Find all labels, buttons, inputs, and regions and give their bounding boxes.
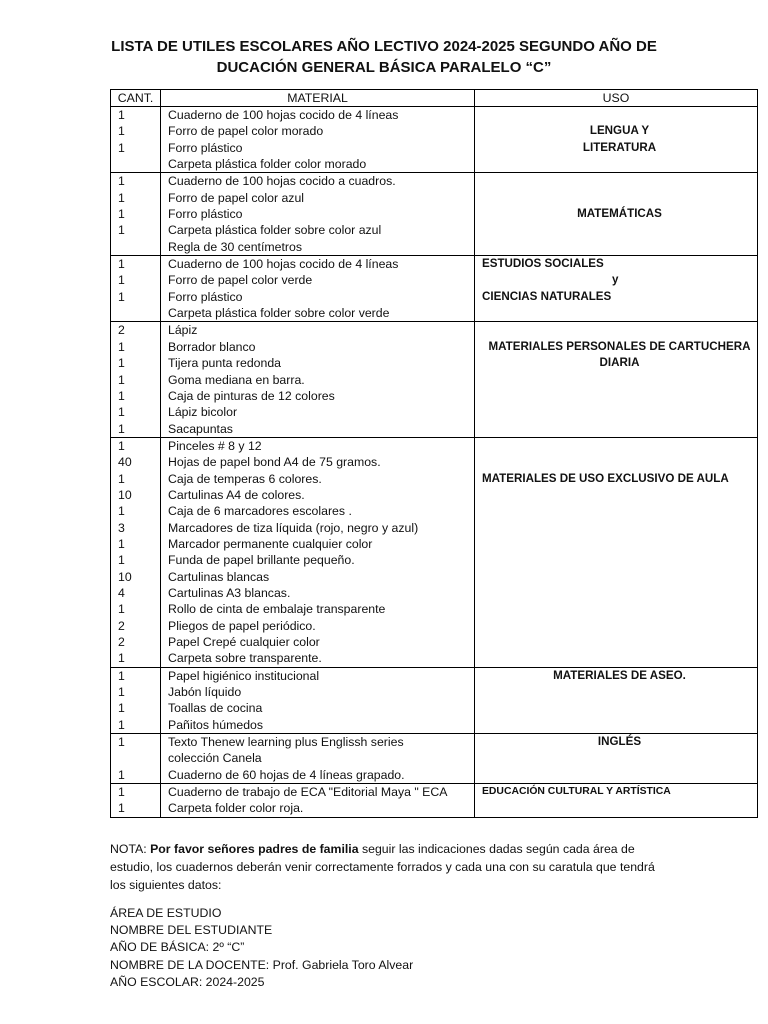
subject-cell [475, 173, 758, 256]
material-item: Lápiz bicolor [168, 405, 238, 420]
material-item: Cuaderno de 100 hojas cocido de 4 líneas [168, 108, 399, 122]
subject-label: DIARIA [599, 356, 640, 370]
quantity-cell [111, 256, 161, 322]
quantity-value: 1 [118, 421, 125, 436]
table-row [111, 667, 758, 733]
material-item: Texto Thenew learning plus Englissh series [168, 735, 404, 750]
table-row [111, 734, 758, 784]
material-item: Jabón líquido [168, 685, 242, 700]
material-item: Goma mediana en barra. [168, 372, 305, 387]
quantity-cell [111, 173, 161, 256]
table-row [111, 107, 758, 173]
table-row [111, 173, 758, 256]
table-row [111, 784, 758, 818]
quantity-value: 1 [118, 553, 125, 568]
subject-cell [475, 256, 758, 322]
cover-fields-list [110, 905, 670, 991]
material-item: Hojas de papel bond A4 de 75 gramos. [168, 455, 381, 470]
subject-cell [475, 734, 758, 784]
quantity-value: 1 [118, 717, 125, 732]
material-item: Pañitos húmedos [168, 717, 264, 732]
quantity-value: 2 [118, 635, 125, 649]
subject-label: CIENCIAS NATURALES [482, 289, 612, 303]
material-item: Cartulinas A4 de colores. [168, 487, 305, 502]
quantity-value: 1 [118, 785, 125, 800]
quantity-value: 1 [118, 339, 125, 354]
supplies-table [110, 89, 758, 818]
material-item: Carpeta plástica folder sobre color azul [168, 223, 382, 238]
material-cell [161, 173, 475, 256]
quantity-value: 1 [118, 701, 125, 716]
material-item: Forro de papel color morado [168, 124, 324, 139]
material-item: Pliegos de papel periódico. [168, 618, 316, 633]
quantity-value: 1 [118, 651, 125, 666]
material-item: Forro plástico [168, 207, 243, 222]
material-item: Papel higiénico institucional [168, 668, 320, 683]
quantity-value: 2 [118, 323, 125, 338]
material-item: Papel Crepé cualquier color [168, 635, 320, 649]
quantity-value: 1 [118, 405, 125, 420]
quantity-value [118, 750, 160, 766]
subject-label: EDUCACIÓN CULTURAL Y ARTÍSTICA [482, 786, 671, 798]
material-item: Carpeta plástica folder color morado [168, 157, 367, 172]
quantity-value [118, 305, 160, 321]
material-item: Regla de 30 centímetros [168, 239, 302, 254]
quantity-value: 10 [118, 569, 132, 584]
header-uso: USO [475, 90, 758, 107]
material-item: Caja de 6 marcadores escolares . [168, 504, 352, 519]
quantity-value: 3 [118, 520, 125, 535]
quantity-cell [111, 784, 161, 818]
table-row [111, 437, 758, 667]
quantity-value: 1 [118, 471, 125, 486]
material-item: Cartulinas A3 blancas. [168, 585, 291, 600]
cover-field: AÑO ESCOLAR: 2024-2025 [110, 974, 265, 989]
subject-label: LITERATURA [582, 140, 657, 154]
note-paragraph [110, 840, 670, 894]
subject-label: MATERIALES PERSONALES DE CARTUCHERA [488, 339, 751, 353]
note-prefix: NOTA: [110, 842, 151, 856]
quantity-cell [111, 107, 161, 173]
note-text: seguir las indicaciones dadas según cada área de estudio, los cuadernos deberán venir correctamente forrados y cada una con su caratula que tendrá los siguientes datos: [110, 842, 655, 892]
subject-cell [475, 784, 758, 818]
material-item: Funda de papel brillante pequeño. [168, 553, 355, 568]
material-item: Toallas de cocina [168, 701, 263, 716]
material-cell [161, 437, 475, 667]
quantity-value: 1 [118, 735, 125, 750]
material-item: Cuaderno de 100 hojas cocido de 4 líneas [168, 257, 399, 272]
title-line-1: LISTA DE UTILES ESCOLARES AÑO LECTIVO 2024-2025 SEGUNDO AÑO DE [111, 38, 657, 55]
material-item: Tijera punta redonda [168, 356, 282, 371]
material-item: Forro de papel color azul [168, 190, 305, 205]
subject-cell [475, 107, 758, 173]
material-item: Forro de papel color verde [168, 273, 313, 288]
material-item: Carpeta plástica folder sobre color verde [168, 306, 390, 321]
material-item: Forro plástico [168, 140, 243, 155]
subject-label: INGLÉS [597, 735, 642, 749]
quantity-cell [111, 667, 161, 733]
quantity-value: 1 [118, 289, 125, 304]
header-cant: CANT. [111, 90, 161, 107]
material-item: Forro plástico [168, 289, 243, 304]
quantity-value: 1 [118, 223, 125, 238]
quantity-value: 1 [118, 108, 125, 122]
quantity-value: 1 [118, 801, 125, 816]
quantity-value: 1 [118, 767, 125, 782]
material-item: Marcadores de tiza líquida (rojo, negro y azul) [168, 520, 419, 535]
material-item: Cartulinas blancas [168, 569, 270, 584]
subject-label: MATERIALES DE ASEO. [553, 668, 686, 682]
material-item: Rollo de cinta de embalaje transparente [168, 602, 386, 617]
quantity-value: 1 [118, 504, 125, 519]
quantity-value: 10 [118, 487, 132, 502]
material-cell [161, 107, 475, 173]
material-item: Caja de pinturas de 12 colores [168, 388, 335, 403]
quantity-value: 1 [118, 140, 125, 155]
subject-label: MATEMÁTICAS [577, 207, 662, 221]
subject-label: LENGUA Y [589, 124, 650, 138]
quantity-cell [111, 734, 161, 784]
table-header-row [111, 90, 758, 107]
quantity-value [118, 156, 160, 172]
material-item: colección Canela [168, 751, 262, 766]
material-item: Carpeta sobre transparente. [168, 651, 322, 666]
table-body [111, 107, 758, 818]
subject-label: y [612, 273, 619, 287]
quantity-value: 1 [118, 668, 125, 683]
material-cell [161, 322, 475, 437]
material-cell [161, 667, 475, 733]
material-item: Borrador blanco [168, 339, 256, 354]
cover-field: NOMBRE DEL ESTUDIANTE [110, 923, 273, 938]
header-material: MATERIAL [161, 90, 475, 107]
quantity-value: 4 [118, 585, 125, 600]
quantity-value: 1 [118, 438, 125, 453]
note-bold: Por favor señores padres de familia [150, 842, 359, 856]
subject-label: MATERIALES DE USO EXCLUSIVO DE AULA [482, 471, 729, 485]
quantity-cell [111, 322, 161, 437]
quantity-value: 1 [118, 257, 125, 272]
subject-cell [475, 322, 758, 437]
quantity-value: 1 [118, 207, 125, 222]
material-item: Cuaderno de 100 hojas cocido a cuadros. [168, 174, 396, 189]
subject-cell [475, 437, 758, 667]
quantity-value: 1 [118, 273, 125, 288]
title-line-2: DUCACIÓN GENERAL BÁSICA PARALELO “C” [216, 59, 552, 76]
cover-field: AÑO DE BÁSICA: 2º “C” [110, 940, 245, 955]
quantity-value: 1 [118, 190, 125, 205]
table-row [111, 256, 758, 322]
cover-field: ÁREA DE ESTUDIO [110, 906, 222, 920]
quantity-value: 1 [118, 536, 125, 551]
quantity-value: 1 [118, 685, 125, 700]
cover-field: NOMBRE DE LA DOCENTE: Prof. Gabriela Toro Alvear [110, 957, 414, 972]
material-item: Caja de temperas 6 colores. [168, 471, 322, 486]
material-item: Lápiz [168, 323, 198, 338]
material-cell [161, 256, 475, 322]
quantity-value: 1 [118, 602, 125, 617]
material-item: Pinceles # 8 y 12 [168, 438, 262, 453]
material-cell [161, 734, 475, 784]
material-cell [161, 784, 475, 818]
quantity-value: 1 [118, 174, 125, 189]
subject-label: ESTUDIOS SOCIALES [482, 257, 604, 271]
quantity-value: 40 [118, 455, 132, 470]
quantity-value: 1 [118, 124, 125, 139]
material-item: Cuaderno de trabajo de ECA "Editorial Maya " ECA [168, 785, 448, 800]
material-item: Sacapuntas [168, 421, 233, 436]
table-row [111, 322, 758, 437]
document-title [100, 36, 668, 78]
material-item: Cuaderno de 60 hojas de 4 líneas grapado. [168, 767, 405, 782]
quantity-value: 1 [118, 388, 125, 403]
material-item: Carpeta folder color roja. [168, 801, 304, 816]
quantity-value: 2 [118, 618, 125, 633]
quantity-cell [111, 437, 161, 667]
quantity-value: 1 [118, 356, 125, 371]
material-item: Marcador permanente cualquier color [168, 536, 373, 551]
subject-cell [475, 667, 758, 733]
quantity-value [118, 239, 160, 255]
quantity-value: 1 [118, 372, 125, 387]
